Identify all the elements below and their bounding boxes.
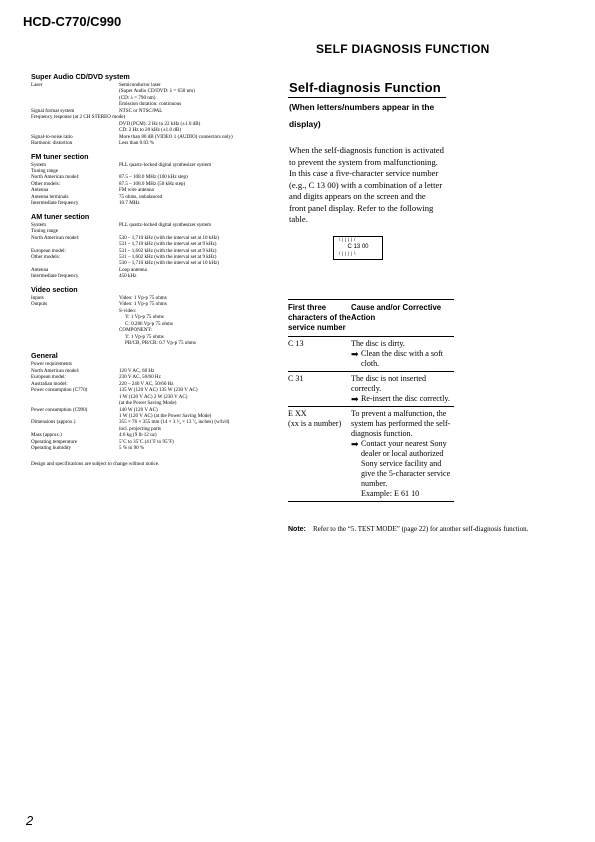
spec-label: European model: <box>31 247 66 254</box>
spec-value-line: 75 ohms, unbalanced <box>119 193 163 200</box>
cause-action-cell <box>351 372 454 407</box>
spec-value-line: 1 W (120 V AC) 2 W (230 V AC) <box>119 393 188 400</box>
spec-value-line: Loop antenna <box>119 266 147 273</box>
diagnosis-table <box>288 299 454 502</box>
display-rays-bottom: / | | | | \ <box>339 251 356 256</box>
cause-text: The disc is dirty. <box>351 339 405 348</box>
spec-value-line: Y: 1 Vp-p 75 ohms <box>125 314 164 321</box>
spec-value <box>119 301 281 346</box>
spec-value-line: 230 V AC, 50/60 Hz <box>119 374 161 381</box>
spec-row <box>31 301 281 346</box>
spec-value <box>119 235 281 248</box>
spec-value <box>119 419 281 432</box>
spec-value-line: More than 80 dB (VIDEO 1 (AUDIO) connectors only) <box>119 133 233 140</box>
spec-value-line: 135 W (120 V AC) 135 W (230 V AC) <box>119 387 198 394</box>
table-row <box>288 372 454 407</box>
cause-action-cell <box>351 407 454 502</box>
spec-value-line: 450 kHz <box>119 273 137 280</box>
spec-row <box>31 387 281 406</box>
spec-value-line: FM wire antenna <box>119 187 154 194</box>
spec-value-line: Less than 0.03 % <box>119 140 155 147</box>
cause-text: To prevent a malfunction, the system has performed the self-diagnosis function. <box>351 409 451 438</box>
spec-row <box>31 121 281 134</box>
self-diagnosis-subtitle: (When letters/numbers appear in the display) <box>289 102 435 129</box>
service-code: E XX <box>288 409 307 418</box>
spec-value <box>119 82 281 108</box>
cause-action-cell <box>351 337 454 372</box>
spec-label: System <box>31 221 47 228</box>
corrective-action <box>351 394 454 404</box>
self-diagnosis-intro: When the self-diagnosis function is activated to prevent the system from malfunctioning. In this case a five-character service number (e.g., C 13 00) with a combination of a letter and digits appears on the screen and the front panel display. Refer to the following table. <box>289 145 444 224</box>
spec-value-line: (CD: λ = 790 nm) <box>119 94 156 101</box>
spec-label: Inputs <box>31 294 44 301</box>
table-row <box>288 337 454 372</box>
spec-label <box>31 121 119 134</box>
spec-value <box>119 121 281 134</box>
spec-value <box>119 140 281 146</box>
spec-section-heading: General <box>31 351 58 361</box>
page-number: 2 <box>26 813 34 828</box>
spec-value-line: C: 0.286 Vp-p 75 ohms <box>125 320 173 327</box>
spec-label: Tuning range <box>31 228 59 235</box>
spec-value-line: CD: 2 Hz to 20 kHz (±1.0 dB) <box>119 127 181 134</box>
spec-row <box>31 407 281 420</box>
spec-value <box>119 200 281 206</box>
spec-value <box>119 387 281 406</box>
spec-row <box>31 419 281 432</box>
spec-value-line: 120 V AC, 60 Hz <box>119 367 155 374</box>
spec-value-line: DVD (PCM): 2 Hz to 22 kHz (±1.0 dB) <box>119 120 201 127</box>
spec-label: Operating temperature <box>31 438 77 445</box>
spec-value-line: Y: 1 Vp-p 75 ohms <box>125 333 164 340</box>
spec-value-line: 531 – 1,602 kHz (with the interval set at 9 kHz) <box>119 253 217 260</box>
action-text: Clean the disc with a soft cloth. <box>361 349 444 368</box>
spec-section-heading: FM tuner section <box>31 151 89 161</box>
spec-footnote: Design and specifications are subject to change without notice. <box>31 460 160 467</box>
spec-label: Intermediate frequency <box>31 200 79 207</box>
display-illustration <box>333 236 383 260</box>
spec-value-line: Emission duration: continuous <box>119 101 182 108</box>
spec-label: North American model: <box>31 234 80 241</box>
spec-label: Other models: <box>31 180 61 187</box>
display-code: C 13 00 <box>347 244 369 250</box>
spec-section-heading: Super Audio CD/DVD system <box>31 72 130 81</box>
spec-value-line: 531 – 1,602 kHz (with the interval set at 9 kHz) <box>119 247 217 254</box>
spec-label: European model: <box>31 374 66 381</box>
spec-label: Power requirements <box>31 361 72 368</box>
spec-value-line: 4.6 kg (9 lb 12 oz) <box>119 432 157 439</box>
spec-label: Antenna <box>31 187 49 194</box>
spec-row <box>31 140 281 146</box>
spec-label: Tuning range <box>31 167 59 174</box>
spec-label: Antenna terminals <box>31 193 69 200</box>
spec-value-line: Semiconductor laser <box>119 82 161 88</box>
spec-label: Harmonic distortion <box>31 140 73 147</box>
spec-value <box>119 162 281 168</box>
arrow-right-icon: ➡ <box>351 349 359 359</box>
spec-label: Dimensions (approx.) <box>31 419 76 426</box>
spec-value-line: COMPONENT: <box>119 327 152 334</box>
spec-value-line: 530 – 1,710 kHz (with the interval set at 10 kHz) <box>119 234 220 241</box>
spec-label: Frequency response (at 2 CH STEREO mode) <box>31 114 126 121</box>
spec-section <box>31 212 281 280</box>
spec-value <box>119 273 281 279</box>
spec-label: North American model: <box>31 367 80 374</box>
spec-value-line: 220 – 240 V AC, 50/60 Hz <box>119 380 174 387</box>
spec-label: Signal format system <box>31 107 75 114</box>
spec-value <box>119 407 281 420</box>
spec-label: Antenna <box>31 266 49 273</box>
spec-row <box>31 82 281 108</box>
cause-text: The disc is not inserted correctly. <box>351 374 427 393</box>
spec-row <box>31 273 281 279</box>
spec-value-line: 87.5 – 108.0 MHz (50 kHz step) <box>119 180 186 187</box>
note-text: Refer to the “5. TEST MODE” (page 22) for another self-diagnosis function. <box>313 525 529 533</box>
display-rays-top: \ | | | | / <box>339 237 356 242</box>
spec-value-line: NTSC or NTSC/PAL <box>119 107 163 114</box>
note <box>288 525 538 535</box>
spec-value-line: (Super Audio CD/DVD: λ = 650 nm) <box>119 88 195 95</box>
corrective-action <box>351 349 454 369</box>
spec-label: Operating humidity <box>31 445 72 452</box>
service-code: C 13 <box>288 339 304 348</box>
spec-value <box>119 222 281 228</box>
spec-section <box>31 351 281 451</box>
spec-value-line: PLL quartz-locked digital synthesizer system <box>119 161 212 168</box>
spec-section <box>31 152 281 207</box>
spec-label: Intermediate frequency <box>31 273 79 280</box>
spec-value-line: 5˚C to 35˚C (41˚F to 95˚F) <box>119 438 174 445</box>
spec-label: North American model: <box>31 174 80 181</box>
model-number: HCD-C770/C990 <box>23 14 122 29</box>
arrow-right-icon: ➡ <box>351 394 359 404</box>
spec-row <box>31 200 281 206</box>
action-text: Re-insert the disc correctly. <box>361 394 450 403</box>
spec-row <box>31 235 281 248</box>
spec-label: Australian model: <box>31 380 68 387</box>
service-code-cell <box>288 407 351 502</box>
spec-value-line: PB/CB, PR/CR: 0.7 Vp-p 75 ohms <box>125 339 196 346</box>
note-label: Note: <box>288 526 306 533</box>
spec-row <box>31 254 281 267</box>
arrow-right-icon: ➡ <box>351 439 359 449</box>
spec-value-line: PLL quartz-locked digital synthesizer system <box>119 221 212 228</box>
spec-value <box>119 445 281 451</box>
service-code: C 31 <box>288 374 304 383</box>
spec-section-heading: AM tuner section <box>31 211 90 221</box>
table-header-row <box>288 300 454 337</box>
spec-label: Laser <box>31 82 43 88</box>
spec-value-line: 5 % to 90 % <box>119 445 145 452</box>
spec-label: System <box>31 161 47 168</box>
corrective-action <box>351 439 454 489</box>
spec-value-line: Video: 1 Vp-p 75 ohms <box>119 294 167 301</box>
spec-value-line: S-video: <box>119 307 137 314</box>
spec-value-line: 1 W (120 V AC) (at the Power Saving Mode) <box>119 413 212 420</box>
action-text: Contact your nearest Sony dealer or local authorized Sony service facility and give the 5-character service number. <box>361 439 451 488</box>
action-text: Example: E 61 10 <box>361 489 420 498</box>
spec-label: Power consumption (C990) <box>31 406 88 413</box>
spec-value-line: 355 × 76 × 355 mm (14 × 3 ¹⁄₄ × 13 ⁷⁄₈ inches) (w/h/d) <box>119 419 230 426</box>
spec-value-line: 140 W (120 V AC) <box>119 406 158 413</box>
spec-value-line: 87.5 – 108.0 MHz (100 kHz step) <box>119 174 188 181</box>
service-code-cell <box>288 337 351 372</box>
spec-label: Mass (approx.) <box>31 432 62 439</box>
service-code-note: (xx is a number) <box>288 419 342 428</box>
spec-value-line: (at the Power Saving Mode) <box>119 400 177 407</box>
spec-value-line: Video: 1 Vp-p 75 ohms <box>119 301 167 308</box>
spec-value <box>119 254 281 267</box>
table-header-cause: Cause and/or Corrective Action <box>351 300 454 337</box>
section-title: SELF DIAGNOSIS FUNCTION <box>316 42 490 56</box>
corrective-action <box>351 489 454 499</box>
arrow-right-icon <box>351 489 361 499</box>
spec-section-heading: Video section <box>31 284 78 294</box>
spec-value-line: incl. projecting parts <box>119 425 162 432</box>
title-underline <box>288 97 446 98</box>
spec-value-line: 531 – 1,710 kHz (with the interval set at 9 kHz) <box>119 241 217 248</box>
table-row <box>288 407 454 502</box>
spec-value-line: 10.7 MHz <box>119 200 140 207</box>
spec-section <box>31 72 281 147</box>
specifications-column <box>31 72 281 467</box>
spec-section <box>31 285 281 347</box>
spec-value-line: 530 – 1,710 kHz (with the interval set at 10 kHz) <box>119 260 220 267</box>
spec-label: Power consumption (C770) <box>31 387 88 394</box>
service-code-cell <box>288 372 351 407</box>
table-header-code: First three characters of the service number <box>288 300 351 337</box>
spec-row <box>31 445 281 451</box>
self-diagnosis-title: Self-diagnosis Function <box>289 80 441 95</box>
spec-label: Outputs <box>31 301 48 308</box>
spec-label: Other models: <box>31 253 61 260</box>
spec-label: Signal-to-noise ratio <box>31 133 73 140</box>
